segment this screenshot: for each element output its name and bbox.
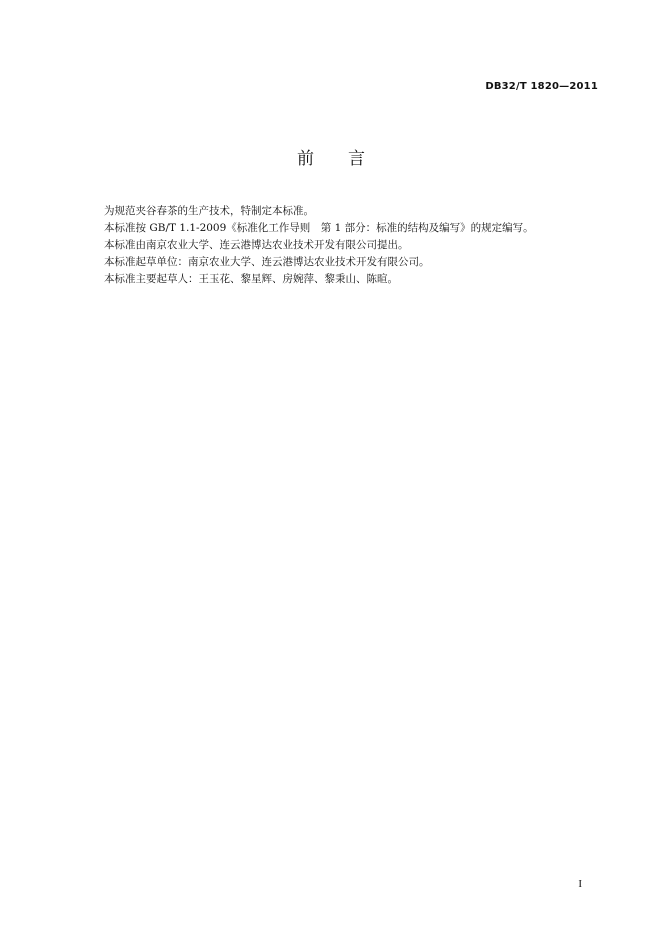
paragraph-drafters: 本标准主要起草人：王玉花、黎星辉、房婉萍、黎秉山、陈暄。 [104,273,398,285]
paragraph-proposer: 本标准由南京农业大学、连云港博达农业技术开发有限公司提出。 [104,239,409,251]
page-number: I [578,878,582,890]
paragraph-drafting-rules: 本标准按 GB/T 1.1-2009《标准化工作导则 第 1 部分：标准的结构及编写》的规定编写。 [104,222,534,234]
paragraph-drafting-units: 本标准起草单位：南京农业大学、连云港博达农业技术开发有限公司。 [104,256,430,268]
document-header-code: DB32/T 1820—2011 [485,81,598,92]
page-title: 前 言 [297,149,365,169]
foreword-body [104,203,604,288]
paragraph-purpose: 为规范夹谷春茶的生产技术，特制定本标准。 [104,205,314,217]
